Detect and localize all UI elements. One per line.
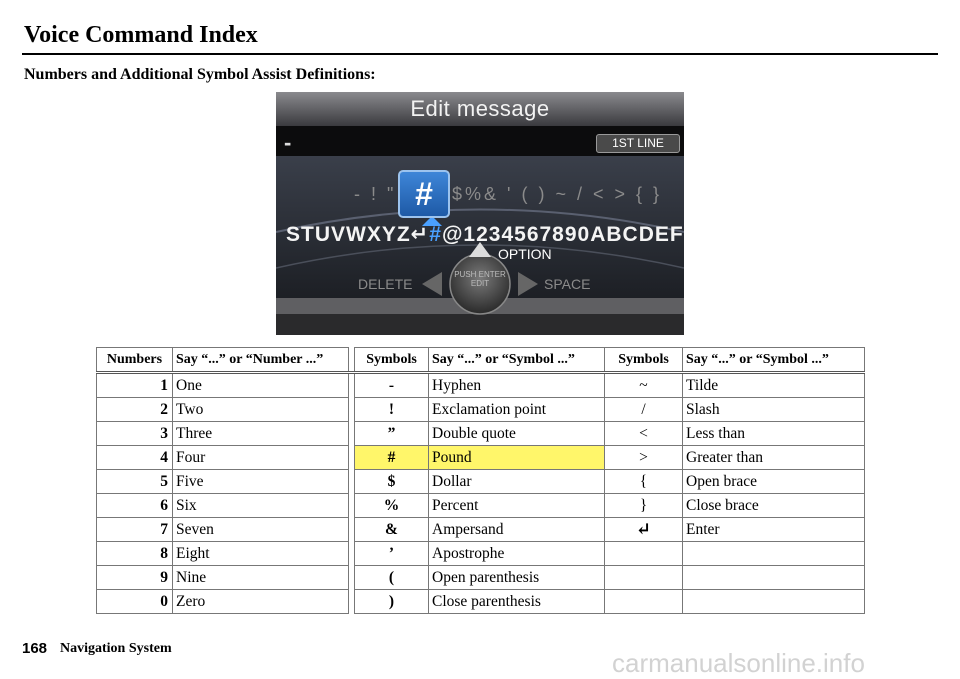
symbol-cell: ( bbox=[355, 566, 429, 590]
selected-symbol-popup[interactable]: # bbox=[398, 170, 450, 218]
symbol-row-right[interactable]: $%& ' ( ) ~ / < > { } bbox=[452, 184, 663, 204]
table-row bbox=[97, 470, 865, 494]
chars-after[interactable]: @1234567890ABCDEF bbox=[441, 223, 684, 246]
symbol-say-cell bbox=[683, 590, 865, 614]
watermark: carmanualsonline.info bbox=[612, 648, 865, 678]
number-cell: 7 bbox=[97, 518, 173, 542]
number-say-cell: Four bbox=[173, 446, 349, 470]
symbol-say-cell: Close parenthesis bbox=[429, 590, 605, 614]
symbol-cell: < bbox=[605, 422, 683, 446]
table-row bbox=[97, 590, 865, 614]
title-rule bbox=[22, 53, 938, 55]
symbol-cell: - bbox=[355, 373, 429, 398]
line-indicator-badge[interactable]: 1ST LINE bbox=[596, 134, 680, 153]
table-row bbox=[97, 446, 865, 470]
symbol-say-cell: Greater than bbox=[683, 446, 865, 470]
page-title: Voice Command Index bbox=[24, 22, 258, 48]
symbol-cell: % bbox=[355, 494, 429, 518]
screen-background bbox=[276, 92, 684, 335]
table-row bbox=[97, 494, 865, 518]
symbol-cell: > bbox=[605, 446, 683, 470]
table-row bbox=[97, 542, 865, 566]
symbol-cell: ~ bbox=[605, 373, 683, 398]
character-row[interactable] bbox=[286, 222, 684, 247]
symbol-say-cell: Exclamation point bbox=[429, 398, 605, 422]
header-symbols-2: Symbols bbox=[605, 348, 683, 373]
symbol-cell: $ bbox=[355, 470, 429, 494]
number-say-cell: Five bbox=[173, 470, 349, 494]
option-button[interactable]: OPTION bbox=[498, 246, 552, 262]
edit-message-screen bbox=[276, 92, 684, 335]
voice-command-table bbox=[96, 347, 865, 614]
symbol-cell: / bbox=[605, 398, 683, 422]
symbol-cell: ! bbox=[355, 398, 429, 422]
number-cell: 6 bbox=[97, 494, 173, 518]
number-say-cell: Seven bbox=[173, 518, 349, 542]
symbol-cell: } bbox=[605, 494, 683, 518]
header-numbers: Numbers bbox=[97, 348, 173, 373]
symbol-say-cell: Close brace bbox=[683, 494, 865, 518]
interface-knob-label[interactable]: PUSH ENTER EDIT bbox=[454, 270, 506, 288]
text-cursor: - bbox=[284, 130, 292, 155]
number-say-cell: One bbox=[173, 373, 349, 398]
number-cell: 0 bbox=[97, 590, 173, 614]
enter-icon: ↵ bbox=[605, 518, 683, 542]
symbol-say-cell: Double quote bbox=[429, 422, 605, 446]
symbol-say-cell: Ampersand bbox=[429, 518, 605, 542]
number-say-cell: Nine bbox=[173, 566, 349, 590]
symbol-say-cell-highlighted: Pound bbox=[429, 446, 605, 470]
symbol-cell bbox=[605, 590, 683, 614]
table-header-row bbox=[97, 348, 865, 373]
table-row bbox=[97, 373, 865, 398]
chars-before[interactable]: STUVWXYZ↵ bbox=[286, 223, 430, 246]
symbol-cell-highlighted: # bbox=[355, 446, 429, 470]
number-cell: 3 bbox=[97, 422, 173, 446]
footer-label: Navigation System bbox=[60, 641, 172, 656]
number-say-cell: Six bbox=[173, 494, 349, 518]
header-number-say: Say “...” or “Number ...” bbox=[173, 348, 349, 373]
symbol-cell: { bbox=[605, 470, 683, 494]
symbol-cell: ) bbox=[355, 590, 429, 614]
symbol-say-cell: Enter bbox=[683, 518, 865, 542]
symbol-say-cell bbox=[683, 566, 865, 590]
symbol-say-cell: Hyphen bbox=[429, 373, 605, 398]
table-row bbox=[97, 518, 865, 542]
number-cell: 2 bbox=[97, 398, 173, 422]
section-heading: Numbers and Additional Symbol Assist Definitions: bbox=[24, 66, 376, 83]
symbol-say-cell: Dollar bbox=[429, 470, 605, 494]
symbol-cell bbox=[605, 542, 683, 566]
number-say-cell: Two bbox=[173, 398, 349, 422]
symbol-say-cell: Percent bbox=[429, 494, 605, 518]
number-say-cell: Eight bbox=[173, 542, 349, 566]
symbol-say-cell: Apostrophe bbox=[429, 542, 605, 566]
symbol-cell: & bbox=[355, 518, 429, 542]
number-cell: 5 bbox=[97, 470, 173, 494]
page-number: 168 bbox=[22, 640, 48, 657]
symbol-cell: ’ bbox=[355, 542, 429, 566]
symbol-cell: ” bbox=[355, 422, 429, 446]
space-button[interactable]: SPACE bbox=[544, 276, 591, 292]
table-row bbox=[97, 566, 865, 590]
table-row bbox=[97, 398, 865, 422]
number-cell: 9 bbox=[97, 566, 173, 590]
table-row bbox=[97, 422, 865, 446]
symbol-say-cell: Open brace bbox=[683, 470, 865, 494]
symbol-say-cell: Slash bbox=[683, 398, 865, 422]
symbol-say-cell bbox=[683, 542, 865, 566]
symbol-say-cell: Tilde bbox=[683, 373, 865, 398]
symbol-cell bbox=[605, 566, 683, 590]
number-say-cell: Zero bbox=[173, 590, 349, 614]
symbol-say-cell: Less than bbox=[683, 422, 865, 446]
symbol-say-cell: Open parenthesis bbox=[429, 566, 605, 590]
number-say-cell: Three bbox=[173, 422, 349, 446]
screen-title: Edit message bbox=[410, 96, 550, 121]
header-symbol-say-1: Say “...” or “Symbol ...” bbox=[429, 348, 605, 373]
delete-button[interactable]: DELETE bbox=[358, 276, 413, 292]
number-cell: 1 bbox=[97, 373, 173, 398]
number-cell: 8 bbox=[97, 542, 173, 566]
selected-char[interactable]: # bbox=[429, 223, 442, 246]
symbol-row-left[interactable]: - ! " bbox=[354, 184, 397, 204]
number-cell: 4 bbox=[97, 446, 173, 470]
header-symbols-1: Symbols bbox=[355, 348, 429, 373]
header-symbol-say-2: Say “...” or “Symbol ...” bbox=[683, 348, 865, 373]
